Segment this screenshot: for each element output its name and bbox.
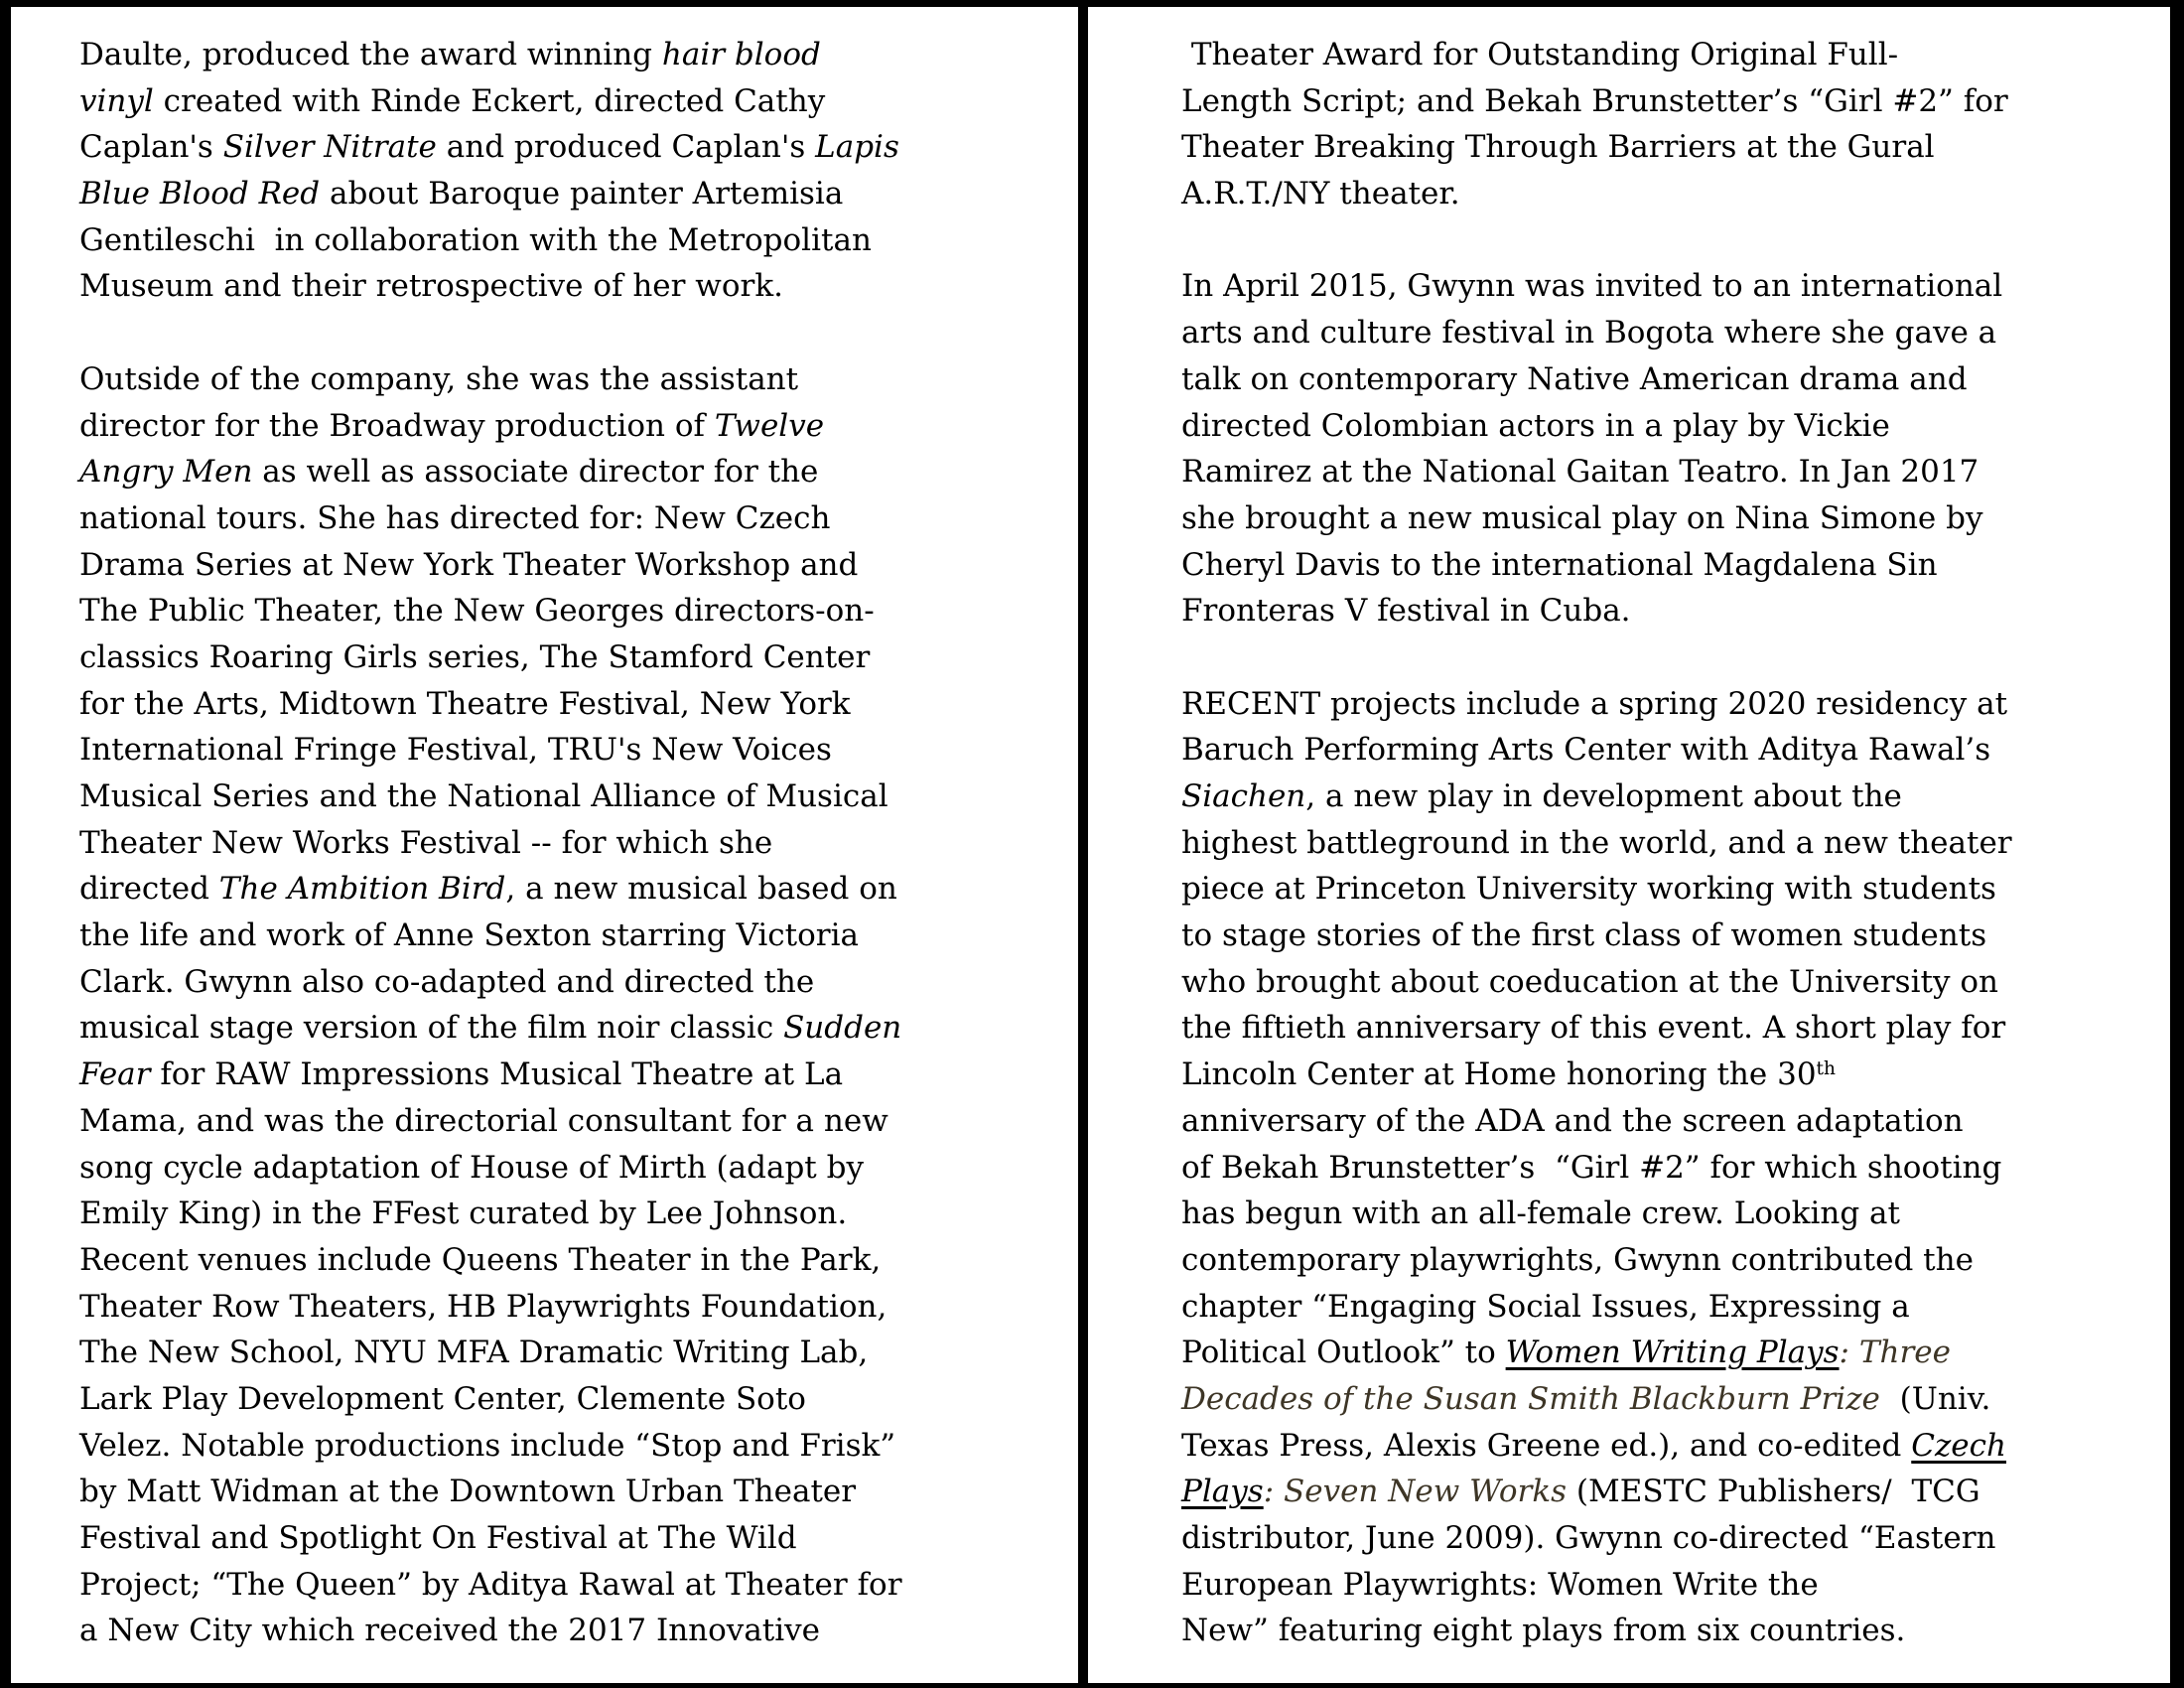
text-line (79, 32, 902, 78)
text-line (1181, 542, 2012, 589)
text-run: (Univ. (1879, 1380, 1991, 1417)
text-line (79, 495, 902, 542)
text-line (79, 866, 902, 913)
italic-title: Sudden (783, 1010, 902, 1047)
text-line (1181, 32, 2012, 78)
text-line (1181, 1145, 2012, 1192)
text-line (79, 78, 902, 125)
text-run: , a new play in development about the (1305, 778, 1902, 814)
text-line (79, 774, 902, 820)
text-run: directed Colombian actors in a play by Vickie (1181, 407, 1890, 444)
text-run: for the Arts, Midtown Theatre Festival, New York (79, 685, 851, 722)
text-run: (MESTC Publishers/ TCG (1567, 1474, 1980, 1510)
italic-title: : Three (1839, 1335, 1951, 1371)
text-line (1181, 1423, 2012, 1470)
text-line (1181, 1330, 2012, 1376)
text-line (1181, 681, 2012, 728)
text-line (1181, 310, 2012, 356)
book-title-link: Czech (1911, 1427, 2006, 1464)
text-line (79, 727, 902, 774)
text-run: Cheryl Davis to the international Magdalena Sin (1181, 546, 1938, 583)
text-run: Lincoln Center at Home honoring the 30 (1181, 1056, 1817, 1093)
text-run: has begun with an all-female crew. Looking at (1181, 1196, 1900, 1232)
text-run: directed (79, 871, 219, 908)
text-run: RECENT projects include a spring 2020 residency at (1181, 685, 2008, 722)
text-run: Ramirez at the National Gaitan Teatro. In Jan 2017 (1181, 454, 1979, 491)
italic-title: hair blood (661, 37, 821, 72)
text-line (79, 588, 902, 634)
text-run: Recent venues include Queens Theater in the Park, (79, 1241, 882, 1278)
text-line (79, 217, 902, 264)
text-line (1181, 495, 2012, 542)
text-column-left (79, 32, 902, 1654)
text-run: Emily King) in the FFest curated by Lee Johnson. (79, 1196, 848, 1232)
text-line (79, 403, 902, 450)
text-line (1181, 1469, 2012, 1515)
text-run: she brought a new musical play on Nina Simone by (1181, 499, 1983, 536)
italic-title: Twelve (714, 407, 825, 444)
text-line (1181, 774, 2012, 820)
text-run: Museum and their retrospective of her work. (79, 268, 783, 305)
italic-title: Siachen (1181, 778, 1306, 814)
text-line (1181, 1376, 2012, 1423)
text-run: Outside of the company, she was the assistant (79, 360, 799, 397)
italic-title: Silver Nitrate (222, 129, 437, 166)
text-line (79, 449, 902, 495)
text-line (79, 1237, 902, 1284)
text-line (1181, 1005, 2012, 1052)
text-run: director for the Broadway production of (79, 407, 715, 444)
text-line (79, 634, 902, 681)
italic-title: Lapis (815, 129, 899, 166)
text-run: created with Rinde Eckert, directed Cathy (153, 82, 826, 119)
text-run: Theater New Works Festival -- for which she (79, 824, 773, 861)
text-run: chapter “Engaging Social Issues, Expressing a (1181, 1288, 1910, 1325)
text-line (79, 1515, 902, 1562)
text-run: of Bekah Brunstetter’s “Girl #2” for which shooting (1181, 1149, 2002, 1186)
text-run: classics Roaring Girls series, The Stamford Center (79, 638, 871, 675)
text-run: In April 2015, Gwynn was invited to an international (1181, 268, 2003, 305)
blank-line (1181, 217, 2012, 264)
text-line (79, 171, 902, 217)
text-run: Theater Breaking Through Barriers at the Gural (1181, 129, 1935, 166)
text-line (79, 542, 902, 589)
book-title-link: Plays (1181, 1474, 1264, 1510)
text-run: Texas Press, Alexis Greene ed.), and co-edited (1181, 1427, 1912, 1464)
book-title-link: Women Writing Plays (1505, 1335, 1840, 1371)
text-line (79, 356, 902, 403)
text-line (79, 1005, 902, 1052)
text-run: national tours. She has directed for: New Czech (79, 499, 831, 536)
text-run: the life and work of Anne Sexton starring Victoria (79, 917, 859, 954)
text-run: highest battleground in the world, and a new theater (1181, 824, 2012, 861)
text-run: , a new musical based on (505, 871, 897, 908)
text-run: Mama, and was the directorial consultant for a new (79, 1102, 888, 1139)
text-line (1181, 1515, 2012, 1562)
text-run: Drama Series at New York Theater Workshop and (79, 546, 859, 583)
text-line (79, 263, 902, 310)
text-line (1181, 1052, 2012, 1098)
text-run: The New School, NYU MFA Dramatic Writing Lab, (79, 1335, 869, 1371)
text-line (1181, 403, 2012, 450)
text-run: Project; “The Queen” by Aditya Rawal at Theater for (79, 1566, 902, 1603)
text-run: Theater Award for Outstanding Original Full- (1181, 37, 1899, 72)
text-run: Gentileschi in collaboration with the Metropolitan (79, 221, 872, 258)
text-line (1181, 866, 2012, 913)
text-line (79, 1330, 902, 1376)
text-run: about Baroque painter Artemisia (320, 176, 844, 212)
text-line (79, 1469, 902, 1515)
italic-title: vinyl (79, 82, 154, 119)
text-line (1181, 171, 2012, 217)
text-run: musical stage version of the film noir classic (79, 1010, 784, 1047)
text-line (79, 1423, 902, 1470)
text-run: The Public Theater, the New Georges directors-on- (79, 593, 875, 630)
text-run: New” featuring eight plays from six countries. (1181, 1613, 1906, 1649)
text-line (79, 1376, 902, 1423)
text-run: a New City which received the 2017 Innovative (79, 1613, 821, 1649)
text-run: contemporary playwrights, Gwynn contributed the (1181, 1241, 1974, 1278)
text-line (79, 1191, 902, 1237)
text-run: by Matt Widman at the Downtown Urban Theater (79, 1474, 857, 1510)
text-run: Musical Series and the National Alliance of Musical (79, 778, 888, 814)
text-run: International Fringe Festival, TRU's New Voices (79, 732, 832, 769)
text-run: who brought about coeducation at the University on (1181, 963, 1998, 1000)
italic-title: The Ambition Bird (218, 871, 506, 908)
text-run: Festival and Spotlight On Festival at The Wild (79, 1520, 797, 1556)
text-line (1181, 1237, 2012, 1284)
text-run: A.R.T./NY theater. (1181, 176, 1460, 212)
text-column-right (1181, 32, 2012, 1654)
text-run: arts and culture festival in Bogota where she gave a (1181, 315, 1997, 352)
text-line (1181, 1562, 2012, 1609)
text-line (1181, 124, 2012, 171)
text-line (1181, 820, 2012, 867)
text-run: Baruch Performing Arts Center with Aditya Rawal’s (1181, 732, 1991, 769)
text-line (1181, 959, 2012, 1006)
text-line (79, 820, 902, 867)
text-line (1181, 263, 2012, 310)
text-line (1181, 1191, 2012, 1237)
text-run: for RAW Impressions Musical Theatre at La (150, 1056, 844, 1093)
text-run: Political Outlook” to (1181, 1335, 1506, 1371)
italic-title: Decades of the Susan Smith Blackburn Prize (1181, 1380, 1880, 1417)
text-run: Length Script; and Bekah Brunstetter’s “Girl #2” for (1181, 82, 2008, 119)
text-line (79, 913, 902, 959)
text-line (79, 1608, 902, 1654)
text-run: distributor, June 2009). Gwynn co-directed “Eastern (1181, 1520, 1996, 1556)
text-line (1181, 356, 2012, 403)
italic-title: : Seven New Works (1263, 1474, 1568, 1510)
text-run: Daulte, produced the award winning (79, 37, 662, 72)
page-left (11, 7, 1078, 1683)
superscript: th (1816, 1057, 1836, 1079)
text-line (79, 959, 902, 1006)
text-run: Velez. Notable productions include “Stop and Frisk” (79, 1427, 896, 1464)
page-right (1088, 7, 2170, 1683)
text-run: as well as associate director for the (252, 454, 819, 491)
text-line (79, 1284, 902, 1331)
text-line (1181, 727, 2012, 774)
text-run: song cycle adaptation of House of Mirth (adapt by (79, 1149, 864, 1186)
text-line (79, 124, 902, 171)
text-line (79, 1562, 902, 1609)
text-run: to stage stories of the first class of women students (1181, 917, 1987, 954)
text-line (1181, 913, 2012, 959)
italic-title: Blue Blood Red (79, 176, 321, 212)
italic-title: Fear (79, 1056, 151, 1093)
italic-title: Angry Men (79, 454, 253, 491)
text-line (1181, 1608, 2012, 1654)
text-run: the fiftieth anniversary of this event. A short play for (1181, 1010, 2006, 1047)
text-run: Clark. Gwynn also co-adapted and directed the (79, 963, 815, 1000)
text-run: anniversary of the ADA and the screen adaptation (1181, 1102, 1964, 1139)
text-line (79, 1052, 902, 1098)
text-line (79, 1145, 902, 1192)
text-run: and produced Caplan's (436, 129, 816, 166)
text-run: Lark Play Development Center, Clemente Soto (79, 1380, 806, 1417)
text-run: talk on contemporary Native American drama and (1181, 360, 1968, 397)
text-line (79, 681, 902, 728)
text-line (1181, 588, 2012, 634)
text-line (79, 1098, 902, 1145)
text-run: European Playwrights: Women Write the (1181, 1566, 1819, 1603)
text-line (1181, 78, 2012, 125)
text-line (1181, 449, 2012, 495)
text-line (1181, 1284, 2012, 1331)
blank-line (79, 310, 902, 356)
text-run: Theater Row Theaters, HB Playwrights Foundation, (79, 1288, 887, 1325)
text-run: piece at Princeton University working with students (1181, 871, 1996, 908)
text-line (1181, 1098, 2012, 1145)
blank-line (1181, 634, 2012, 681)
text-run: Fronteras V festival in Cuba. (1181, 593, 1631, 630)
text-run: Caplan's (79, 129, 223, 166)
